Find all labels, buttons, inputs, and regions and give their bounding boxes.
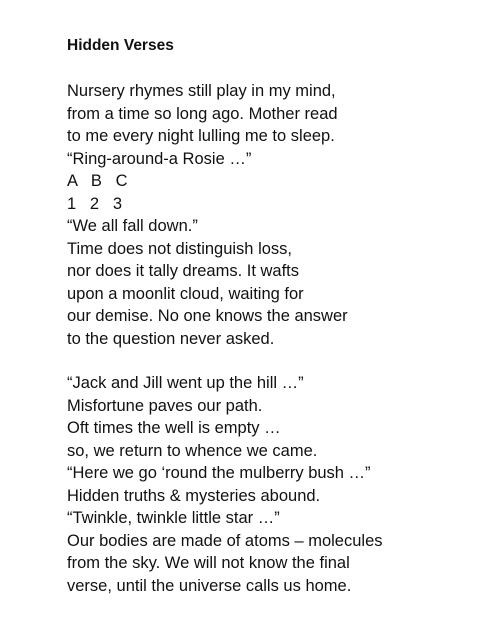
poem-line: 1 2 3 — [67, 194, 123, 213]
poem-line: “Ring-around-a Rosie …” — [67, 149, 252, 168]
poem-line: “Here we go ‘round the mulberry bush …” — [67, 464, 371, 482]
poem-line: upon a moonlit cloud, waiting for — [67, 284, 304, 303]
poem-line: nor does it tally dreams. It wafts — [67, 262, 300, 280]
poem-line: Oft times the well is empty … — [67, 419, 281, 437]
poem-line: Hidden truths & mysteries abound. — [67, 486, 321, 505]
poem-line: so, we return to whence we came. — [67, 441, 318, 460]
poem-line: to the question never asked. — [67, 329, 275, 348]
poem-line: “Jack and Jill went up the hill …” — [67, 374, 304, 392]
poem-line: “We all fall down.” — [67, 217, 198, 235]
poem-line: to me every night lulling me to sleep. — [67, 127, 335, 145]
poem-line: “Twinkle, twinkle little star …” — [67, 509, 280, 527]
poem-line: our demise. No one knows the answer — [67, 307, 348, 325]
poem-title: Hidden Verses — [67, 37, 174, 54]
poem-line: from a time so long ago. Mother read — [67, 104, 338, 123]
poem-line: from the sky. We will not know the final — [67, 554, 350, 572]
stanza-2 — [67, 372, 383, 597]
poem-line: Nursery rhymes still play in my mind, — [67, 82, 336, 100]
poem-line: A B C — [67, 172, 128, 190]
poem-line: verse, until the universe calls us home. — [67, 576, 352, 595]
poem-line: Time does not distinguish loss, — [67, 239, 292, 258]
stanza-1 — [67, 80, 348, 350]
poem-line: Misfortune paves our path. — [67, 396, 263, 415]
poem-line: Our bodies are made of atoms – molecules — [67, 531, 383, 550]
